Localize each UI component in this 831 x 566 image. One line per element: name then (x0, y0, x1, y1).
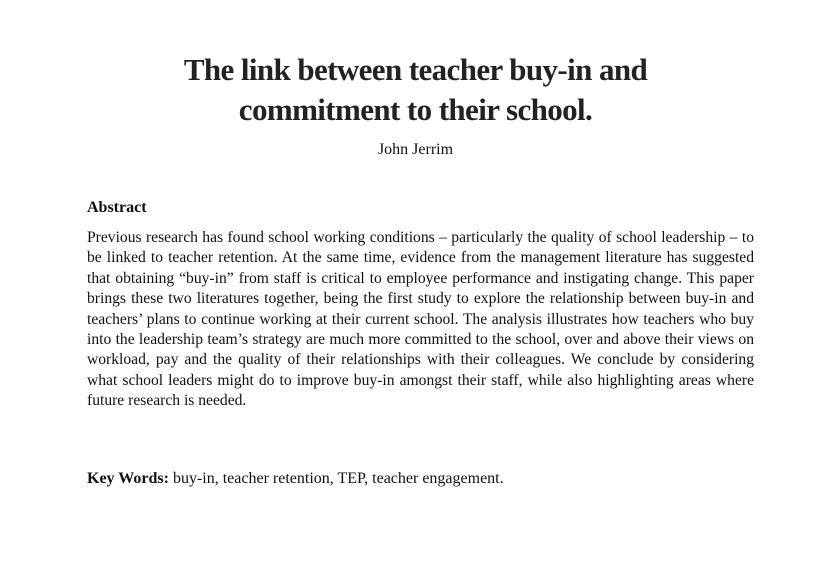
paper-title (0, 50, 831, 130)
paper-title-line-2: commitment to their school. (238, 92, 593, 127)
paper-title-line-1: The link between teacher buy-in and (183, 52, 648, 87)
keywords-line (87, 469, 754, 489)
abstract-heading: Abstract (87, 199, 147, 216)
abstract-body: Previous research has found school working conditions – particularly the quality of school leadership – to be linked to teacher retention. At the same time, evidence from the management literature has suggested that obtaining “buy-in” from staff is critical to employee performance and instigating change. This paper brings these two literatures together, being the first study to explore the relationship between buy-in and teachers’ plans to continue working at their current school. The analysis illustrates how teachers who buy into the leadership team’s strategy are much more committed to the school, over and above their views on workload, pay and the quality of their relationships with their colleagues. We conclude by considering what school leaders might do to improve buy-in amongst their staff, while also highlighting areas where future research is needed. (87, 229, 754, 410)
author-name: John Jerrim (377, 141, 454, 158)
keywords-text: buy-in, teacher retention, TEP, teacher engagement. (168, 470, 504, 487)
keywords-label: Key Words: (87, 470, 169, 487)
